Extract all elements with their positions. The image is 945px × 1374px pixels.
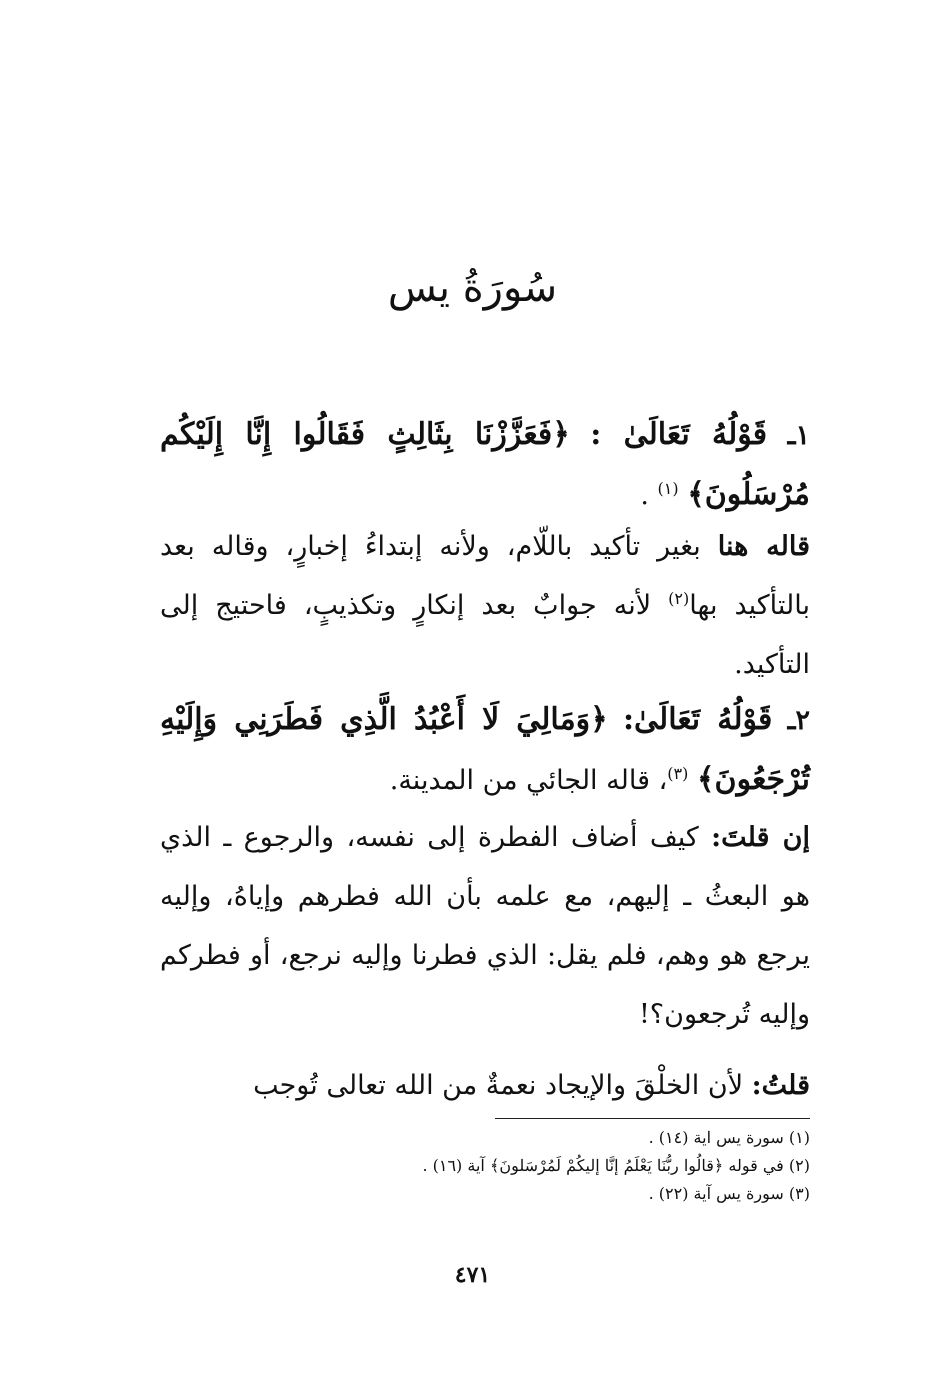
paragraph-3-lead: قلتُ: <box>751 1070 810 1101</box>
footnote-2: (٢) في قوله ﴿قالُوا ربُّنَا يَعْلَمُ إنَّا إليكُمْ لَمُرْسَلونَ﴾ آية (١٦) . <box>422 1156 810 1175</box>
item-1-intro: قَوْلُهُ تَعَالَىٰ : <box>590 417 768 452</box>
page-number: ٤٧١ <box>454 1262 491 1288</box>
paragraph-1-body: بغير تأكيد باللّام، ولأنه إبتداءُ إخبارٍ، وقاله بعد بالتأكيد بها <box>160 531 810 621</box>
paragraph-1-rest: لأنه جوابٌ بعد إنكارٍ وتكذيبٍ، فاحتيج إلى التأكيد. <box>160 590 810 680</box>
item-1 <box>160 405 810 525</box>
paragraph-2 <box>160 808 810 1044</box>
paragraph-2-text <box>160 808 810 1044</box>
item-2-number: ٢ـ <box>787 705 810 736</box>
item-2-paragraph <box>160 690 810 810</box>
footnote-divider <box>495 1118 810 1119</box>
footnote-ref-2[interactable]: (٢) <box>668 589 690 608</box>
item-2-verse: ﴿وَمَالِيَ لَا أَعْبُدُ الَّذِي فَطَرَنِي وَإِلَيْهِ تُرْجَعُونَ﴾ <box>160 702 810 797</box>
item-1-number: ١ـ <box>787 420 810 451</box>
paragraph-1-lead: قاله هنا <box>717 531 810 562</box>
surah-title: سُورَةُ يس <box>387 265 558 311</box>
paragraph-2-body: كيف أضاف الفطرة إلى نفسه، والرجوع ـ الذي هو البعثُ ـ إليهم، مع علمه بأن الله فطرهم وإياهُ، وإليه يرجع هو وهم، فلم يقل: الذي فطرنا وإليه نرجع، أو فطركم وإليه تُرجعون؟! <box>160 822 810 1030</box>
paragraph-2-lead: إن قلتَ: <box>711 822 810 853</box>
item-2-intro: قَوْلُهُ تَعَالَىٰ: <box>622 702 773 737</box>
paragraph-3 <box>160 1056 810 1115</box>
paragraph-1 <box>160 517 810 694</box>
footnote-3: (٣) سورة يس آية (٢٢) . <box>648 1184 810 1203</box>
paragraph-3-body: لأن الخلْقَ والإيجاد نعمةٌ من الله تعالى تُوجب <box>253 1070 752 1101</box>
item-2 <box>160 690 810 810</box>
footnote-1: (١) سورة يس اية (١٤) . <box>648 1128 810 1147</box>
footnote-ref-3[interactable]: (٣) <box>667 764 689 783</box>
footnote-ref-1[interactable]: (١) <box>657 479 679 498</box>
paragraph-3-text <box>160 1056 810 1115</box>
item-1-paragraph <box>160 405 810 525</box>
item-1-end: . <box>640 480 658 511</box>
footnotes <box>300 1124 810 1208</box>
paragraph-1-text <box>160 517 810 694</box>
item-1-verse: ﴿فَعَزَّزْنَا بِثَالِثٍ فَقَالُوا إِنَّا إِلَيْكُم مُرْسَلُونَ﴾ <box>160 417 810 512</box>
item-2-rest: ، قاله الجائي من المدينة. <box>389 765 668 796</box>
